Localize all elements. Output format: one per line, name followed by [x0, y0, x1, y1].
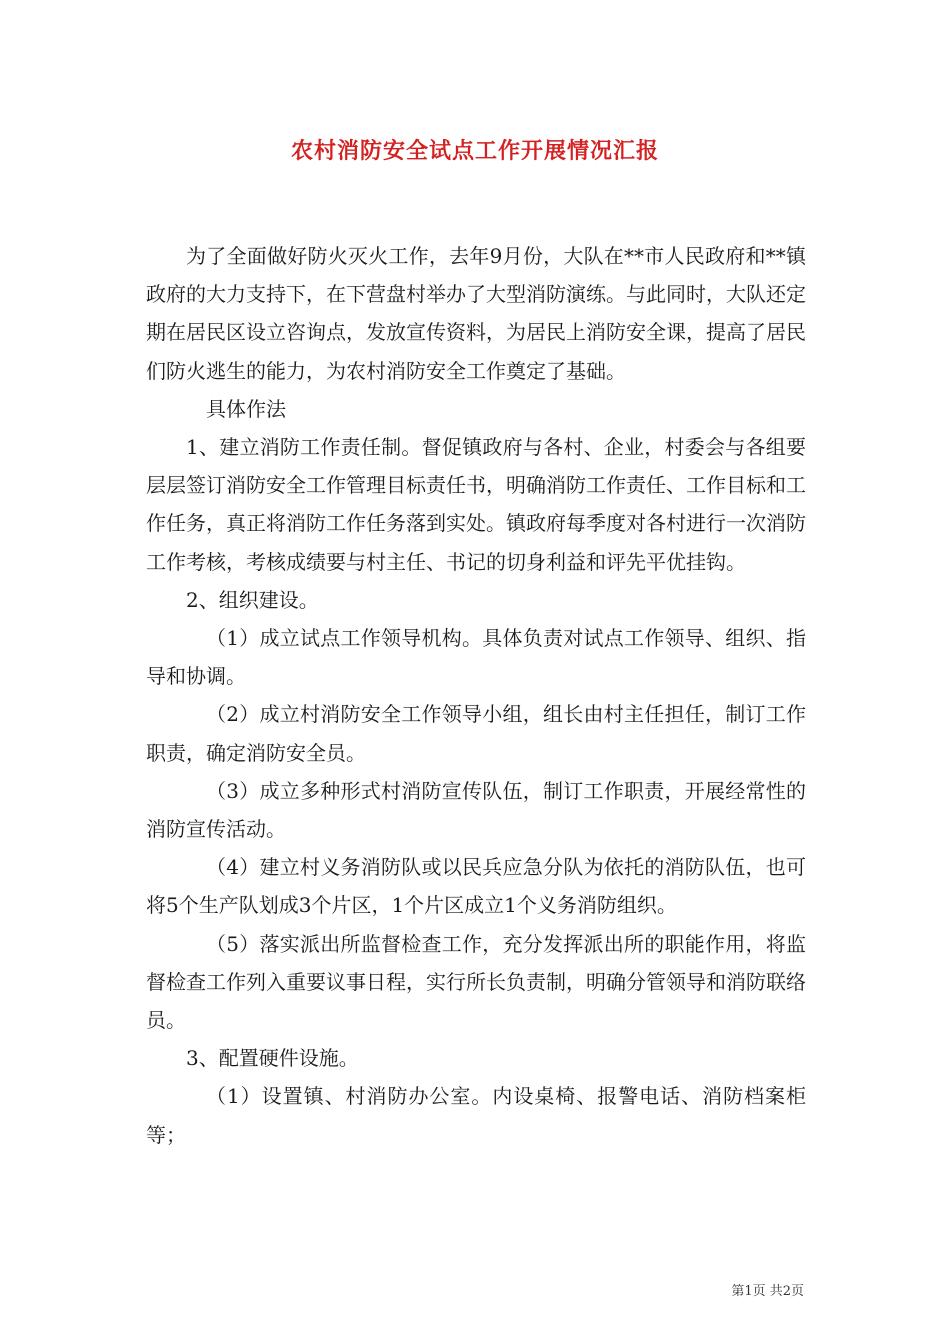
- paragraph-item-2-3: （3）成立多种形式村消防宣传队伍，制订工作职责，开展经常性的消防宣传活动。: [146, 778, 806, 842]
- paragraph-item-2-1: （1）成立试点工作领导机构。具体负责对试点工作领导、组织、指导和协调。: [146, 626, 806, 689]
- paragraph-item-2-5: （5）落实派出所监督检查工作，充分发挥派出所的职能作用，将监督检查工作列入重要议事日程，实行所长负责制，明确分管领导和消防联络员。: [146, 931, 806, 1033]
- paragraph-item-2-2: （2）成立村消防安全工作领导小组，组长由村主任担任，制订工作职责，确定消防安全员。: [146, 702, 806, 765]
- paragraph-heading-methods: 具体作法: [206, 396, 286, 421]
- paragraph-item-2-4: （4）建立村义务消防队或以民兵应急分队为依托的消防队伍，也可将5个生产队划成3个片区，1个片区成立1个义务消防组织。: [146, 855, 806, 918]
- paragraph-item-3: 3、配置硬件设施。: [186, 1046, 359, 1071]
- document-title: 农村消防安全试点工作开展情况汇报: [290, 138, 659, 164]
- paragraph-item-1: 1、建立消防工作责任制。督促镇政府与各村、企业，村委会与各组要层层签订消防安全工作管理目标责任书，明确消防工作责任、工作目标和工作任务，真正将消防工作任务落到实处。镇政府每季度对各村进行一次消防工作考核，考核成绩要与村主任、书记的切身利益和评先平优挂钩。: [146, 435, 806, 574]
- paragraph-item-3-1: （1）设置镇、村消防办公室。内设桌椅、报警电话、消防档案柜等；: [146, 1084, 806, 1147]
- paragraph-item-2: 2、组织建设。: [186, 587, 319, 612]
- paragraph-intro: 为了全面做好防火灭火工作，去年9月份，大队在**市人民政府和**镇政府的大力支持下，在下营盘村举办了大型消防演练。与此同时，大队还定期在居民区设立咨询点，发放宣传资料，为居民上消防安全课，提高了居民们防火逃生的能力，为农村消防安全工作奠定了基础。: [146, 244, 806, 383]
- document-body: [146, 237, 806, 1154]
- page-number: 第1页 共2页: [731, 1284, 804, 1299]
